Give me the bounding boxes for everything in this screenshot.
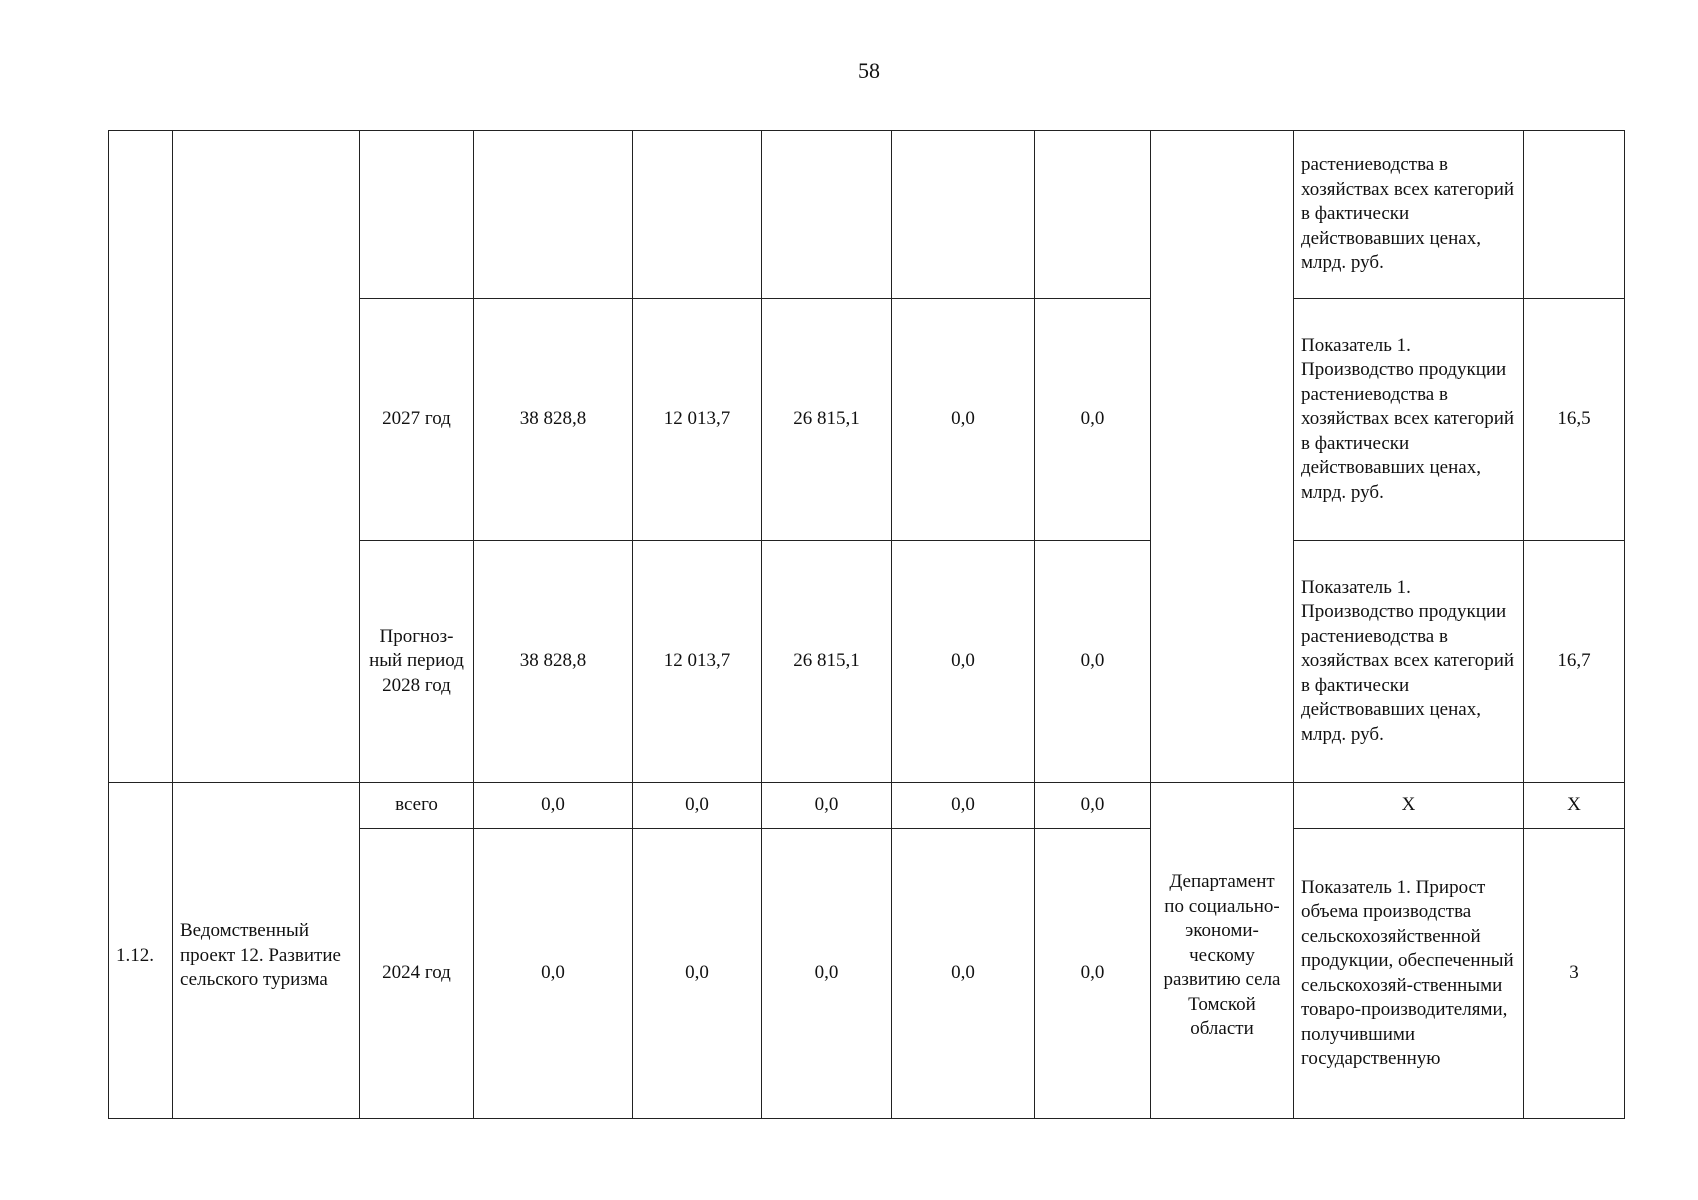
other-cell: 0,0: [1035, 783, 1151, 829]
local-cell: [892, 131, 1035, 299]
indicator-value-cell: [1524, 131, 1625, 299]
row-number-cell: [109, 131, 173, 783]
federal-cell: [633, 131, 762, 299]
event-name-cell: Ведомственный проект 12. Развитие сельского туризма: [173, 783, 360, 1119]
row-number-cell: 1.12.: [109, 783, 173, 1119]
table-row: [109, 783, 1625, 829]
total-cell: 0,0: [474, 829, 633, 1119]
period-cell: Прогноз-ный период 2028 год: [360, 541, 474, 783]
indicator-cell: Х: [1294, 783, 1524, 829]
federal-cell: 0,0: [633, 829, 762, 1119]
other-cell: 0,0: [1035, 829, 1151, 1119]
local-cell: 0,0: [892, 783, 1035, 829]
indicator-cell: растениеводства в хозяйствах всех категорий в фактически действовавших ценах, млрд. руб.: [1294, 131, 1524, 299]
indicator-value-cell: 16,5: [1524, 299, 1625, 541]
page-number: 58: [858, 58, 880, 83]
indicator-value-cell: Х: [1524, 783, 1625, 829]
federal-cell: 0,0: [633, 783, 762, 829]
regional-cell: 0,0: [762, 829, 892, 1119]
local-cell: 0,0: [892, 829, 1035, 1119]
regional-cell: 26 815,1: [762, 299, 892, 541]
federal-cell: 12 013,7: [633, 299, 762, 541]
local-cell: 0,0: [892, 541, 1035, 783]
budget-table: [108, 130, 1625, 1119]
total-cell: 38 828,8: [474, 541, 633, 783]
regional-cell: 26 815,1: [762, 541, 892, 783]
period-cell: 2027 год: [360, 299, 474, 541]
other-cell: 0,0: [1035, 541, 1151, 783]
responsible-cell: Департамент по социально-экономи-ческому развитию села Томской области: [1151, 783, 1294, 1119]
regional-cell: [762, 131, 892, 299]
event-name-cell: [173, 131, 360, 783]
regional-cell: 0,0: [762, 783, 892, 829]
period-cell: [360, 131, 474, 299]
other-cell: [1035, 131, 1151, 299]
indicator-cell: Показатель 1. Производство продукции растениеводства в хозяйствах всех категорий в фактически действовавших ценах, млрд. руб.: [1294, 541, 1524, 783]
total-cell: [474, 131, 633, 299]
indicator-cell: Показатель 1. Производство продукции растениеводства в хозяйствах всех категорий в фактически действовавших ценах, млрд. руб.: [1294, 299, 1524, 541]
federal-cell: 12 013,7: [633, 541, 762, 783]
period-cell: всего: [360, 783, 474, 829]
other-cell: 0,0: [1035, 299, 1151, 541]
total-cell: 0,0: [474, 783, 633, 829]
total-cell: 38 828,8: [474, 299, 633, 541]
responsible-cell: [1151, 131, 1294, 783]
indicator-value-cell: 3: [1524, 829, 1625, 1119]
indicator-cell: Показатель 1. Прирост объема производства сельскохозяйственной продукции, обеспеченный сельскохозяй-ственными товаро-производителями, получившими государственную: [1294, 829, 1524, 1119]
table-row: [109, 131, 1625, 299]
local-cell: 0,0: [892, 299, 1035, 541]
period-cell: 2024 год: [360, 829, 474, 1119]
indicator-value-cell: 16,7: [1524, 541, 1625, 783]
